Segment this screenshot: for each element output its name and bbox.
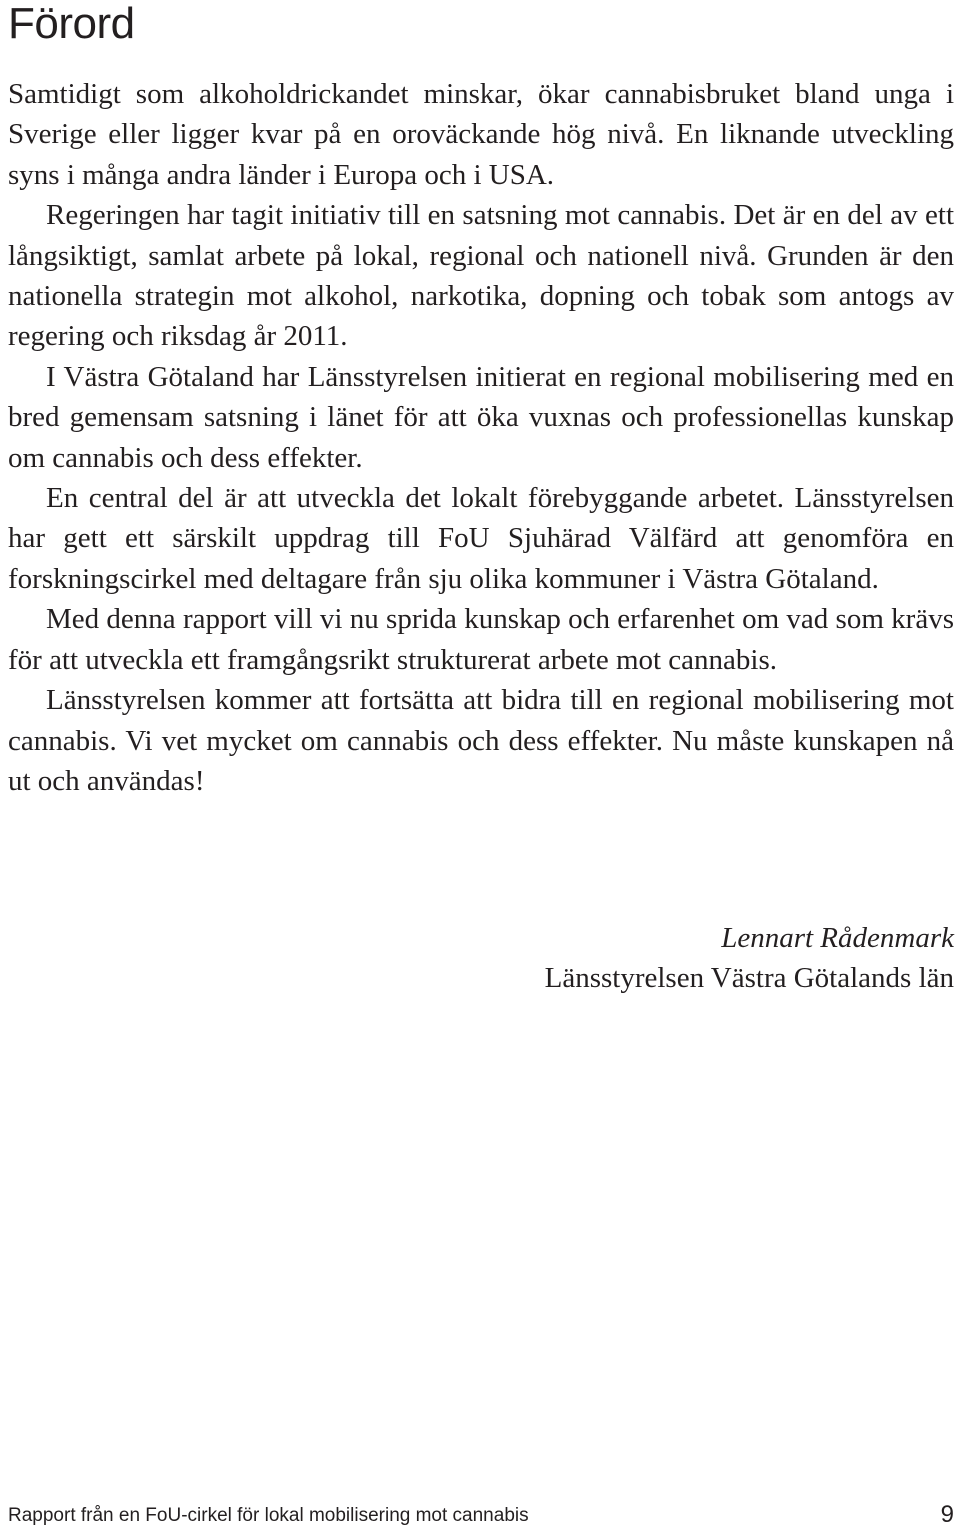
signature-organization: Länsstyrelsen Västra Götalands län — [544, 962, 954, 995]
paragraph-1: Samtidigt som alkoholdrickandet minskar, ökar cannabisbruket bland unga i Sverige eller ligger kvar på en oroväckande hög nivå. En liknande utveckling syns i många andra länder i Europa och i USA. — [8, 78, 954, 191]
paragraph-3: I Västra Götaland har Länsstyrelsen initierat en regional mobilisering med en bred gemensam satsning i länet för att öka vuxnas och professionellas kunskap om cannabis och dess effekter. — [8, 360, 954, 474]
footer-report-title: Rapport från en FoU-cirkel för lokal mobilisering mot cannabis — [8, 1505, 529, 1526]
paragraph-6: Länsstyrelsen kommer att fortsätta att bidra till en regional mobilisering mot cannabis. Vi vet mycket om cannabis och dess effekter. Nu måste kunskapen nå ut och användas! — [8, 684, 954, 797]
signature-name: Lennart Rådenmark — [721, 922, 954, 954]
page-number: 9 — [940, 1501, 954, 1528]
paragraph-2: Regeringen har tagit initiativ till en satsning mot cannabis. Det är en del av ett långsiktigt, samlat arbete på lokal, regional och nationell nivå. Grunden är den nationella strategin mot alkohol, narkotika, dopning och tobak som antogs av regering och riksdag år 2011. — [8, 199, 954, 353]
paragraph-5: Med denna rapport vill vi nu sprida kunskap och erfarenhet om vad som krävs för att utveckla ett framgångsrikt strukturerat arbete mot cannabis. — [8, 603, 954, 676]
signature-block — [545, 918, 954, 999]
page-title: Förord — [8, 0, 135, 48]
paragraph-4: En central del är att utveckla det lokalt förebyggande arbetet. Länsstyrelsen har gett ett särskilt uppdrag till FoU Sjuhärad Välfärd att genomföra en forskningscirkel med deltagare från sju olika kommuner i Västra Götaland. — [8, 482, 954, 595]
body-text — [8, 74, 954, 801]
